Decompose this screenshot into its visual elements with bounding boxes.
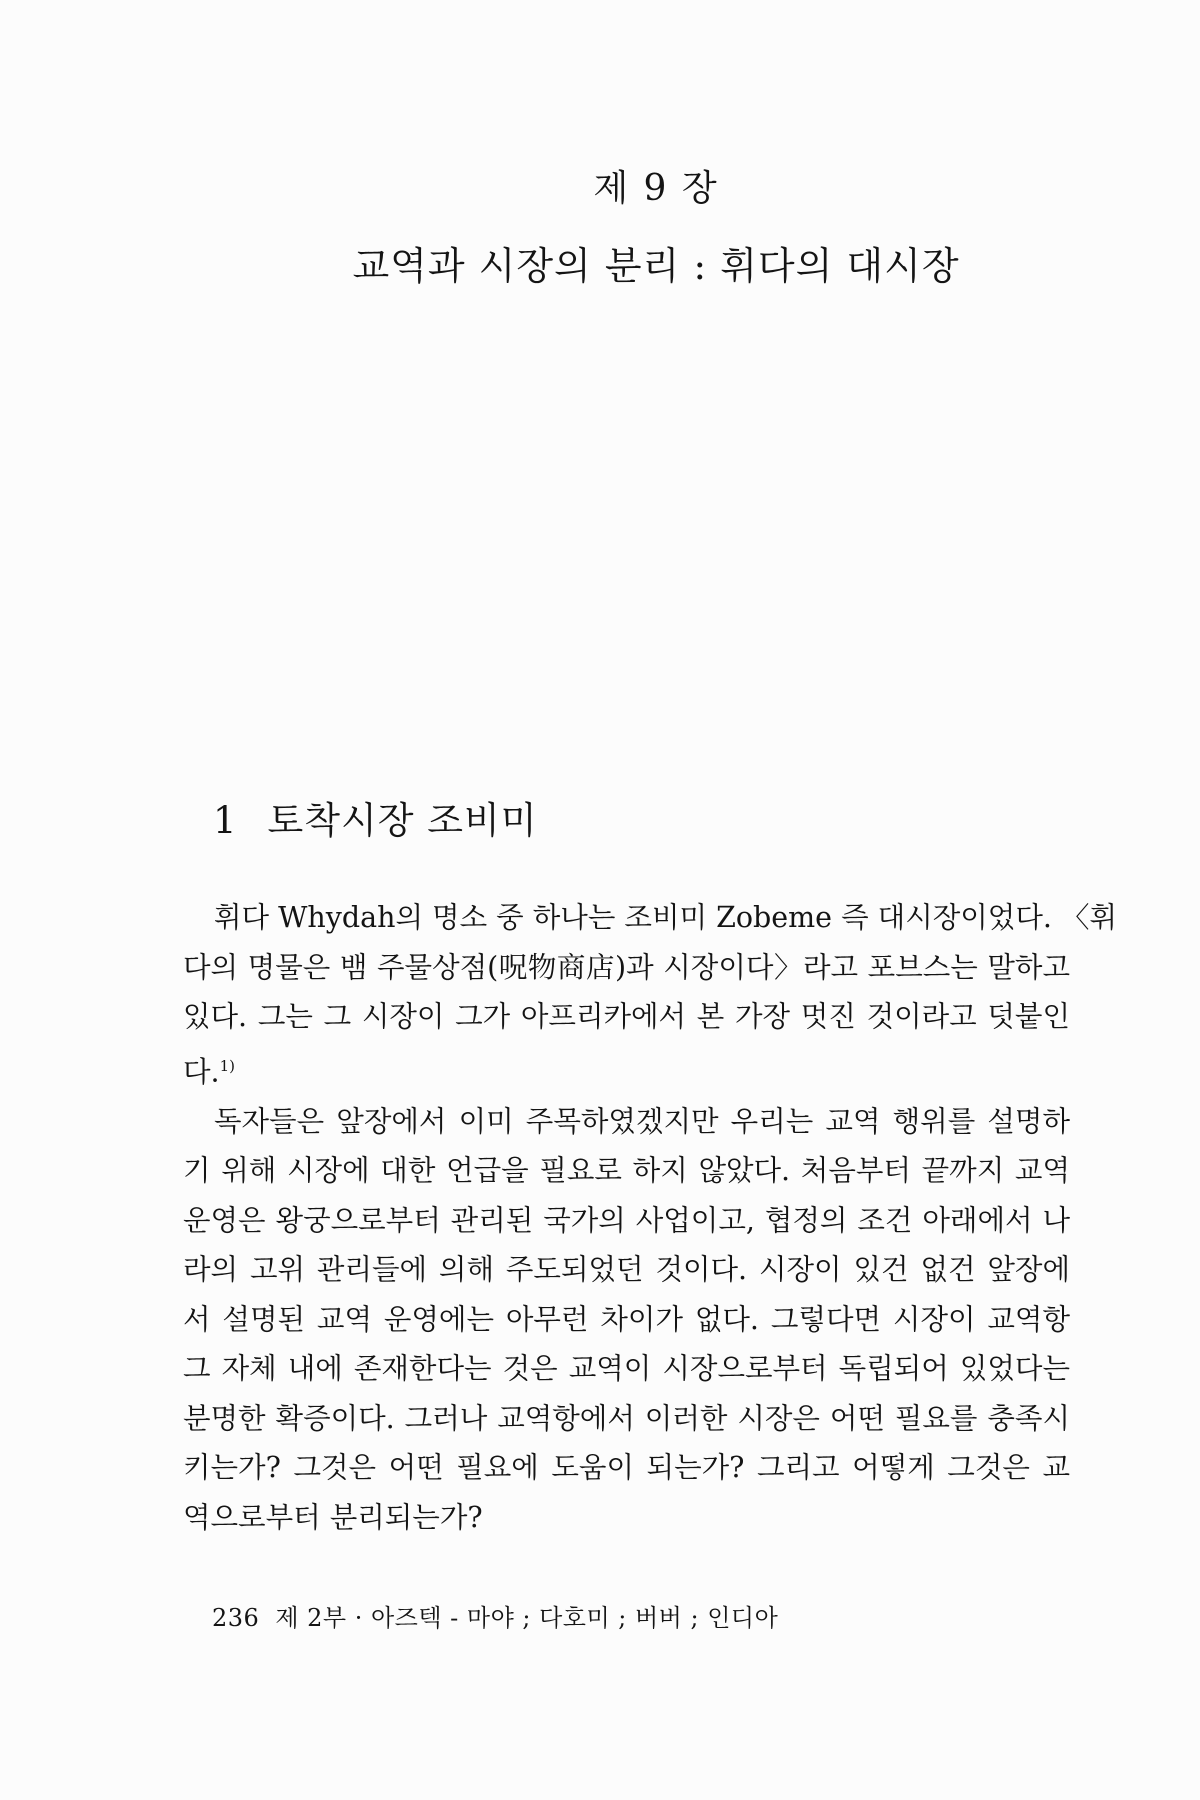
paragraph-2-line-4: 라의 고위 관리들에 의해 주도되었던 것이다. 시장이 있건 없건 앞장에 [183, 1253, 1070, 1286]
paragraph-1-line-4-text: 다. [183, 1055, 220, 1088]
paragraph-2-line-2: 기 위해 시장에 대한 언급을 필요로 하지 않았다. 처음부터 끝까지 교역 [183, 1154, 1070, 1187]
paragraph-2-line-8: 키는가? 그것은 어떤 필요에 도움이 되는가? 그리고 어떻게 그것은 교 [183, 1451, 1070, 1484]
section-number: 1 [213, 799, 238, 842]
body-text [183, 893, 1118, 1542]
page-number: 236 [212, 1604, 260, 1632]
section-title: 토착시장 조비미 [267, 799, 538, 842]
paragraph-2-line-7: 분명한 확증이다. 그러나 교역항에서 이러한 시장은 어떤 필요를 충족시 [183, 1401, 1070, 1435]
page-footer [212, 1598, 778, 1633]
paragraph-2-line-3: 운영은 왕궁으로부터 관리된 국가의 사업이고, 협정의 조건 아래에서 나 [183, 1203, 1070, 1237]
chapter-title: 교역과 시장의 분리 : 휘다의 대시장 [352, 244, 960, 288]
paragraph-1-line-4 [183, 1042, 1070, 1097]
paragraph-1-line-3: 있다. 그는 그 시장이 그가 아프리카에서 본 가장 멋진 것이라고 덧붙인 [183, 1000, 1070, 1033]
paragraph-2-line-9: 역으로부터 분리되는가? [183, 1500, 483, 1534]
chapter-number: 제 9 장 [593, 168, 719, 209]
footnote-mark: 1) [219, 1056, 235, 1075]
running-title: 제 2부 · 아즈텍 - 마야 ; 다호미 ; 버버 ; 인디아 [275, 1604, 779, 1632]
paragraph-2-line-1: 독자들은 앞장에서 이미 주목하였겠지만 우리는 교역 행위를 설명하 [214, 1104, 1070, 1138]
paragraph-2-line-5: 서 설명된 교역 운영에는 아무런 차이가 없다. 그렇다면 시장이 교역항 [183, 1302, 1070, 1336]
paragraph-1-line-2: 다의 명물은 뱀 주물상점(呪物商店)과 시장이다〉라고 포브스는 말하고 [183, 950, 1070, 984]
paragraph-1-line-1: 휘다 Whydah의 명소 중 하나는 조비미 Zobeme 즉 대시장이었다. 〈휘 [214, 901, 1118, 934]
section-heading [213, 790, 538, 844]
paragraph-2-line-6: 그 자체 내에 존재한다는 것은 교역이 시장으로부터 독립되어 있었다는 [183, 1352, 1070, 1385]
